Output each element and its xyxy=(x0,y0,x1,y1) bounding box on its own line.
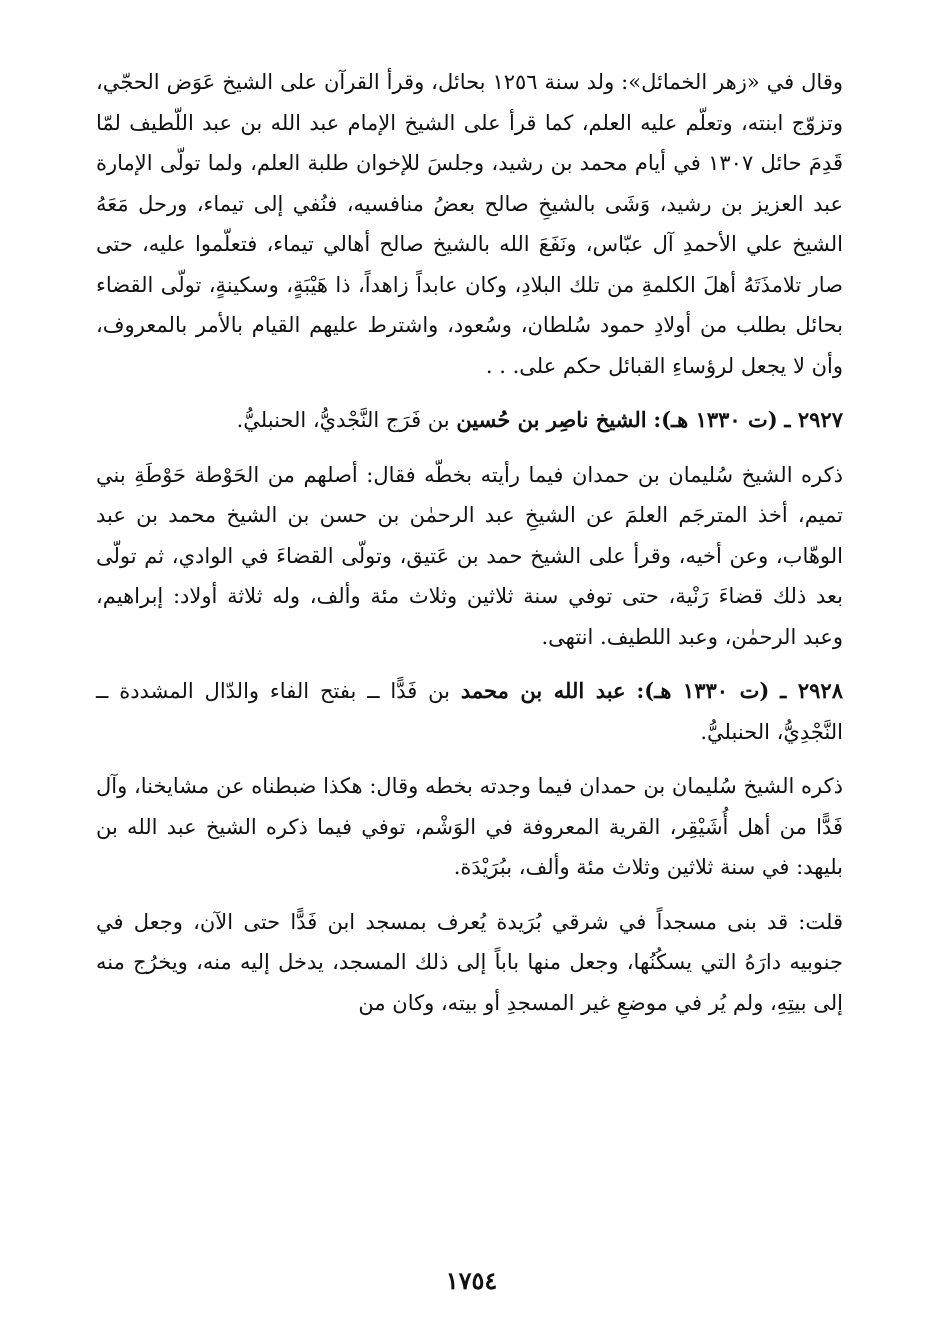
paragraph-entry-2928-body: ذكره الشيخ سُليمان بن حمدان فيما وجدته بخطه وقال: هكذا ضبطناه عن مشايخنا، وآل فَدًّا من أهل أُشَيْقِر، القرية المعروفة في الوَشْم، توفي فيما ذكره الشيخ عبد الله بن بليهد: في سنة ثلاثين وثلاث مئة وألف، ببُرَيْدَة. xyxy=(96,774,843,879)
entry-number: ٢٩٢٧ ـ xyxy=(784,407,843,432)
paragraph-author-note: قلت: قد بنى مسجداً في شرقي بُرَيدة يُعرف بمسجد ابن فَدًّا حتى الآن، وجعل في جنوبيه دارَهُ التي يسكُنُها، وجعل منها باباً إلى ذلك المسجد، يدخل إليه منه، ويخرُج منه إلى بيتِهِ، ولم يُر في موضعِ غير المسجدِ أو بيته، وكان من xyxy=(96,909,843,1015)
entry-number: ٢٩٢٨ ـ xyxy=(780,678,843,703)
entry-heading-2927 xyxy=(96,400,843,441)
entry-death-date: (ت ١٣٣٠ هـ): xyxy=(653,407,778,432)
entry-name: عبد الله بن محمد xyxy=(460,678,626,703)
entry-name: الشيخ ناصِر بن حُسين xyxy=(456,407,647,432)
page-number: ١٧٥٤ xyxy=(445,1266,498,1295)
entry-heading-2928 xyxy=(96,671,843,752)
paragraph-biography-continuation: وقال في «زهر الخمائل»: ولد سنة ١٢٥٦ بحائل، وقرأ القرآن على الشيخ عَوَض الحجّي، وتزوّج ابنته، وتعلّم عليه العلم، كما قرأ على الشيخ الإمام عبد الله بن عبد اللّطيف لمّا قَدِمَ حائل ١٣٠٧ في أيام محمد بن رشيد، وجلسَ للإخوان طلبة العلم، ولما تولّى الإمارة عبد العزيز بن رشيد، وَشَى بالشيخِ صالح بعضُ منافسيه، فنُفي إلى تيماء، ورحل مَعَهُ الشيخ علي الأحمدِ آل عبّاس، ونَفَعَ الله بالشيخ صالح أهالي تيماء، فتعلّموا عليه، حتى صار تلامذَتَهُ أهلَ الكلمةِ من تلك البلادِ، وكان عابداً زاهداً، ذا هَيْبَةٍ، وسكينةٍ، تولّى القضاء بحائل بطلب من أولادِ حمود سُلطان، وسُعود، واشترط عليهم القيام بالأمر بالمعروف، وأن لا يجعل لرؤساءِ القبائل حكم على. . . xyxy=(96,70,844,378)
entry-lineage: بن فَدًّا ــ بفتح الفاء والدّال المشددة ــ النَّجْدِيُّ، الحنبليُّ. xyxy=(96,679,843,744)
entry-death-date: (ت ١٣٣٠ هـ): xyxy=(636,678,770,703)
entry-lineage: بن فَرَج النَّجْديُّ، الحنبليُّ. xyxy=(236,408,450,432)
main-text xyxy=(96,62,843,1023)
paragraph-entry-2927-body: ذكره الشيخ سُليمان بن حمدان فيما رأيته بخطّه فقال: أصلهم من الحَوْطة حَوْطَةِ بني تميم، أخذ المترجَم العلمَ عن الشيخِ عبد الرحمٰن بن حسن بن الشيخ محمد بن عبد الوهّاب، وعن أخيه، وقرأ على الشيخ حمد بن عَتيق، وتولّى القضاءَ في الوادي، ثم تولّى بعد ذلك قضاءَ رَنْية، حتى توفي سنة ثلاثين وثلاث مئة وألف، وله ثلاثة أولاد: إبراهيم، وعبد الرحمٰن، وعبد اللطيف. انتهى. xyxy=(96,462,843,649)
